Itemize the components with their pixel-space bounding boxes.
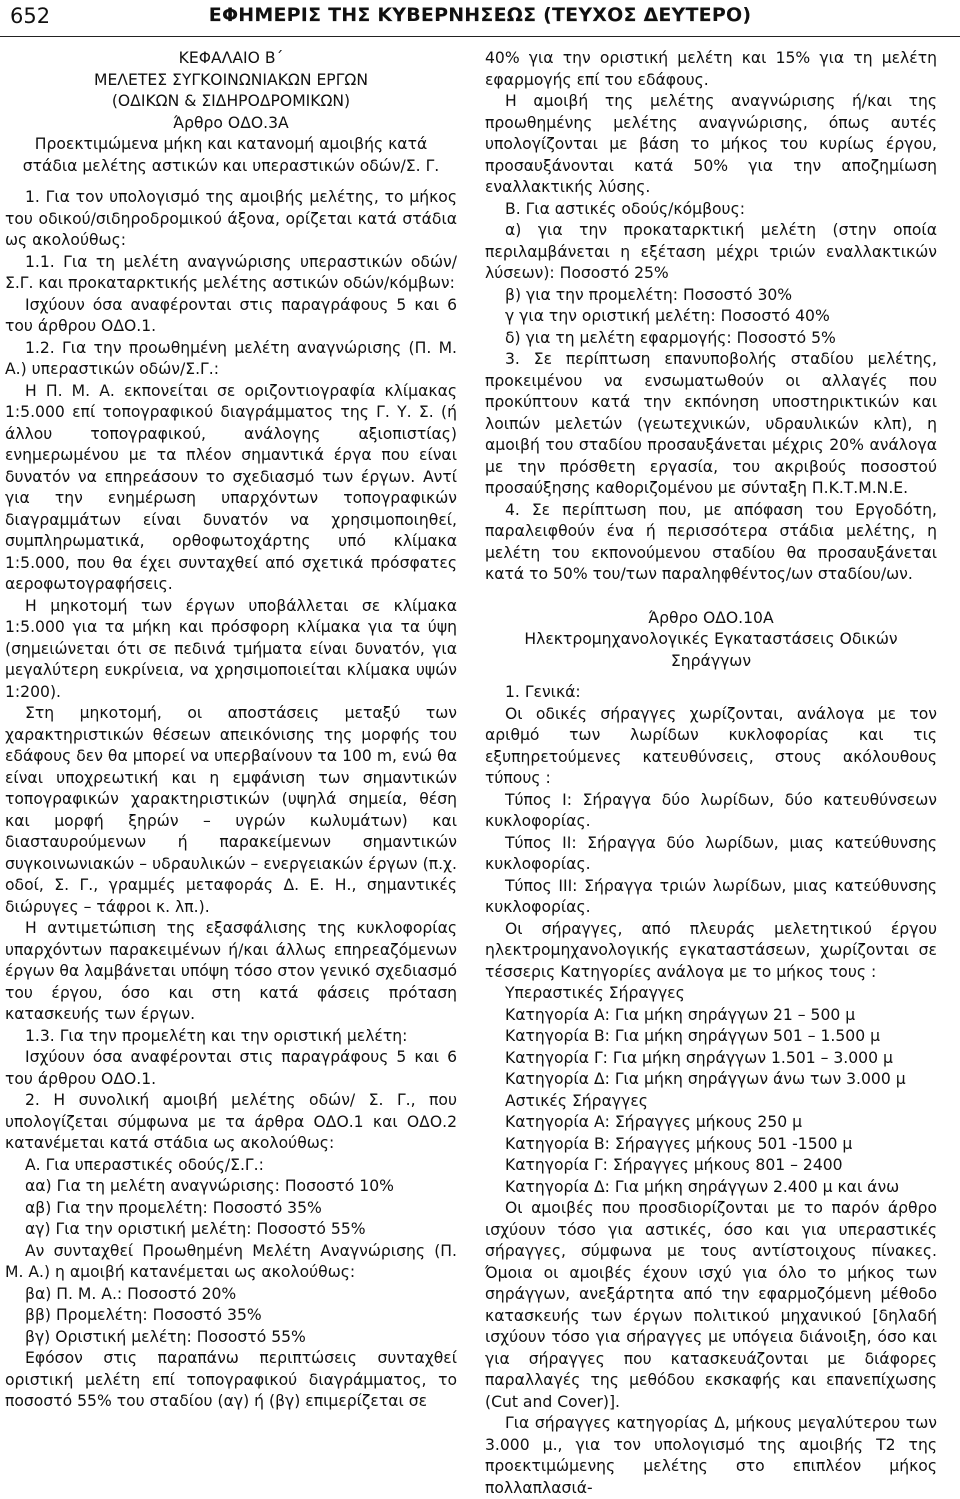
paragraph: Ισχύουν όσα αναφέρονται στις παραγράφους 5 και 6 του άρθρου ΟΔΟ.1. <box>5 295 457 335</box>
paragraph: Κατηγορία Β: Για μήκη σηράγγων 501 – 1.500 μ <box>505 1027 881 1045</box>
chapter-heading: ΚΕΦΑΛΑΙΟ Β΄ <box>178 49 284 67</box>
paragraph: Κατηγορία Α: Για μήκη σηράγγων 21 – 500 μ <box>505 1005 856 1024</box>
paragraph: Κατηγορία Γ: Σήραγγες μήκους 801 – 2400 <box>505 1156 843 1174</box>
paragraph: Αστικές Σήραγγες <box>505 1091 648 1110</box>
paragraph: Οι οδικές σήραγγες χωρίζονται, ανάλογα με τον αριθμό των λωρίδων κυκλοφορίας και τις εξυπηρετούμενες κατευθύνσεις, στους ακόλουθους τύπους : <box>485 704 937 787</box>
paragraph: Τύπος Ι: Σήραγγα δύο λωρίδων, δύο κατευθύνσεων κυκλοφορίας. <box>485 790 937 830</box>
article-heading: Άρθρο ΟΔΟ.10Α <box>648 608 774 627</box>
paragraph: Η μηκοτομή των έργων υποβάλλεται σε κλίμακα 1:5.000 για τα μήκη και πρόσφορη κλίμακα για τα ύψη (σημειώνεται ότι σε πεδινά τμήματα είναι δυνατόν, για μεγαλύτερη ευκρίνεια, να χρησιμοποιείται κλίμακα υψών 1:200). <box>5 596 457 701</box>
article-title: Ηλεκτρομηχανολογικές Εγκαταστάσεις Οδικών Σηράγγων <box>524 630 898 670</box>
paragraph: Αν συνταχθεί Προωθημένη Μελέτη Αναγνώρισης (Π. Μ. Α.) η αμοιβή κατανέμεται ως ακολούθως: <box>5 1241 457 1281</box>
paragraph: ββ) Προμελέτη: Ποσοστό 35% <box>25 1306 262 1324</box>
paragraph: Β. Για αστικές οδούς/κόμβους: <box>505 199 745 218</box>
paragraph: 1.2. Για την προωθημένη μελέτη αναγνώρισης (Π. Μ. Α.) υπεραστικών οδών/Σ.Γ.: <box>5 338 457 378</box>
chapter-subtitle: (ΟΔΙΚΩΝ & ΣΙΔΗΡΟΔΡΟΜΙΚΩΝ) <box>111 92 351 110</box>
paragraph: Οι σήραγγες, από πλευράς μελετητικού έργου ηλεκτρομηχανολογικής εγκαταστάσεων, χωρίζονται σε τέσσερις Κατηγορίες ανάλογα με το μήκος τους : <box>485 919 937 981</box>
paragraph: γ για την οριστική μελέτη: Ποσοστό 40% <box>505 307 830 325</box>
paragraph: Κατηγορία Δ: Για μήκη σηράγγων άνω των 3.000 μ <box>505 1070 906 1088</box>
left-column <box>5 48 457 1420</box>
paragraph: Υπεραστικές Σήραγγες <box>505 984 685 1002</box>
paragraph: αγ) Για την οριστική μελέτη: Ποσοστό 55% <box>25 1220 366 1238</box>
paragraph: Η αντιμετώπιση της εξασφάλισης της κυκλοφορίας υπαρχόντων παρακειμένων ή/και άλλως επηρεαζόμενων έργων θα λαμβάνεται υπόψη τόσο στον γενικό σχεδιασμό του έργου, όσο και στη κατά φάσεις πρόταση κατασκευής των έργων. <box>5 919 457 1023</box>
paragraph: β) για την προμελέτη: Ποσοστό 30% <box>505 285 793 304</box>
paragraph: Τύπος ΙΙ: Σήραγγα δύο λωρίδων, μιας κατεύθυνσης κυκλοφορίας. <box>485 833 937 873</box>
paragraph: 1. Γενικά: <box>505 683 581 701</box>
paragraph: βγ) Οριστική μελέτη: Ποσοστό 55% <box>25 1327 306 1346</box>
paragraph: 3. Σε περίπτωση επανυποβολής σταδίου μελέτης, προκειμένου να ενσωματωθούν οι αλλαγές που προκύπτουν κατά την εκπόνηση υποστηρικτικών και λοιπών μελετών (γεωτεχνικών, υδραυλικών κλπ), η αμοιβή του σταδίου προσαυξάνεται μέχρις 20% ανάλογα με την πρόσθετη εργασία, του ακριβούς ποσοστού προσαύξησης καθοριζομένου με σύνταξη Π.Κ.Τ.Μ.Ν.Ε. <box>485 350 937 497</box>
right-column <box>485 48 937 1497</box>
page-number: 652 <box>10 4 51 28</box>
paragraph: Τύπος ΙΙΙ: Σήραγγα τριών λωρίδων, μιας κατεύθυνσης κυκλοφορίας. <box>485 876 937 916</box>
article-heading: Άρθρο ΟΔΟ.3Α <box>173 113 289 132</box>
paragraph: δ) για τη μελέτη εφαρμογής: Ποσοστό 5% <box>505 328 836 347</box>
paragraph: Κατηγορία Γ: Για μήκη σηράγγων 1.501 – 3.000 μ <box>505 1048 893 1067</box>
paragraph: Α. Για υπεραστικές οδούς/Σ.Γ.: <box>25 1155 264 1174</box>
page-header <box>0 0 960 37</box>
article-title: Προεκτιμώμενα μήκη και κατανομή αμοιβής κατά στάδια μελέτης αστικών και υπεραστικών οδών/Σ. Γ. <box>22 135 440 175</box>
gazette-title: ΕΦΗΜΕΡΙΣ ΤΗΣ ΚΥΒΕΡΝΗΣΕΩΣ (ΤΕΥΧΟΣ ΔΕΥΤΕΡΟ) <box>208 4 752 26</box>
paragraph: Εφόσον στις παραπάνω περιπτώσεις συνταχθεί οριστική μελέτη επί τοπογραφικού διαγράμματος, το ποσοστό 55% του σταδίου (αγ) ή (βγ) επιμερίζεται σε <box>5 1349 457 1410</box>
paragraph: 1. Για τον υπολογισμό της αμοιβής μελέτης, το μήκος του οδικού/σιδηροδρομικού άξονα, ορίζεται κατά στάδια ως ακολούθως: <box>5 188 457 249</box>
paragraph: 4. Σε περίπτωση που, με απόφαση του Εργοδότη, παραλειφθούν ένα ή περισσότερα στάδια μελέτης, η μελέτη του εκπονούμενου σταδίου θα προσαυξάνεται κατά το 50% του/των παραληφθέντος/ων σταδίου/ων. <box>485 500 937 583</box>
paragraph: 2. Η συνολική αμοιβή μελέτης οδών/ Σ. Γ., που υπολογίζεται σύμφωνα με τα άρθρα ΟΔΟ.1 και ΟΔΟ.2 κατανέμεται κατά στάδια ως ακολούθως: <box>5 1091 457 1152</box>
paragraph: 1.3. Για την προμελέτη και την οριστική μελέτη: <box>25 1026 408 1045</box>
paragraph: Στη μηκοτομή, οι αποστάσεις μεταξύ των χαρακτηριστικών θέσεων απεικόνισης της μορφής του εδάφους δεν θα μπορεί να υπερβαίνουν τα 100 m, ενώ θα είναι υποχρεωτική και η εμφάνιση των σημαντικών τοπογραφικών χαρακτηριστικών (υψηλά σημεία, θέση και μορφή ξηρών – υγρών κωλυμάτων) και διασταυρούμενων ή παρακείμενων σημαντικών συγκοινωνιακών – υδραυλικών – ενεργειακών έργων (π.χ. οδοί, Σ. Γ., γραμμές μεταφοράς Δ. Ε. Η., σημαντικές διώρυγες – τάφροι κ. λπ.). <box>5 704 457 916</box>
paragraph: 1.1. Για τη μελέτη αναγνώρισης υπεραστικών οδών/Σ.Γ. και προκαταρκτικής μελέτης αστικών οδών/κόμβων: <box>5 252 457 292</box>
paragraph: Κατηγορία Β: Σήραγγες μήκους 501 -1500 μ <box>505 1134 853 1153</box>
paragraph: αα) Για τη μελέτη αναγνώρισης: Ποσοστό 10% <box>25 1177 394 1195</box>
paragraph: Η Π. Μ. Α. εκπονείται σε οριζοντιογραφία κλίμακας 1:5.000 επί τοπογραφικού διαγράμματος της Γ. Υ. Σ. (ή άλλου τοπογραφικού, ανάλογης αξιοπιστίας) ενημερωμένου με τα πλέον σημαντικά έργα που είναι δυνατόν να επηρεάσουν το σχεδιασμό των έργων. Αντί για την ενημέρωση υπαρχόντων τοπογραφικών διαγραμμάτων είναι δυνατόν να χρησιμοποιηθεί, συμπληρωματικά, ορθοφωτοχάρτης υπό κλίμακα 1:5.000, που θα έχει συνταχθεί από σχετικά πρόσφατες αεροφωτογραφήσεις. <box>5 381 457 593</box>
paragraph: α) για την προκαταρκτική μελέτη (στην οποία περιλαμβάνεται η εξέταση μέχρι τριών εναλλακτικών λύσεων): Ποσοστό 25% <box>485 221 937 282</box>
chapter-title: ΜΕΛΕΤΕΣ ΣΥΓΚΟΙΝΩΝΙΑΚΩΝ ΕΡΓΩΝ <box>94 70 368 89</box>
paragraph: Οι αμοιβές που προσδιορίζονται με το παρόν άρθρο ισχύουν τόσο για αστικές, όσο και για υπεραστικές σήραγγες, σύμφωνα με τους αντίστοιχους πίνακες. Όμοια οι αμοιβές έχουν ισχύ για όλο το μήκος των σηράγγων, ανεξάρτητα από την εφαρμοζόμενη μέθοδο κατασκευής των έργων πολιτικού μηχανικού [δηλαδή ισχύουν τόσο για σήραγγες με υπόγεια διάνοιξη, όσο και για σήραγγες που κατασκευάζονται με διάφορες παραλλαγές της μεθόδου εκσκαφής και επανεπίχωσης (Cut and Cover)]. <box>485 1199 937 1411</box>
paragraph: Για σήραγγες κατηγορίας Δ, μήκους μεγαλύτερου των 3.000 μ., για τον υπολογισμό της αμοιβής Τ2 της προεκτιμώμενης μελέτης στο επιπλέον μήκος πολλαπλασιά- <box>485 1414 937 1497</box>
paragraph: βα) Π. Μ. Α.: Ποσοστό 20% <box>25 1284 237 1303</box>
paragraph: αβ) Για την προμελέτη: Ποσοστό 35% <box>25 1198 322 1217</box>
paragraph: Η αμοιβή της μελέτης αναγνώρισης ή/και της προωθημένης μελέτης αναγνώρισης, όπως αυτές υπολογίζονται με βάση το μήκος του κυρίως έργου, προσαυξάνονται κατά 50% για την αποζημίωση εναλλακτικής λύσης. <box>485 92 937 196</box>
paragraph: Ισχύουν όσα αναφέρονται στις παραγράφους 5 και 6 του άρθρου ΟΔΟ.1. <box>5 1048 457 1088</box>
paragraph: 40% για την οριστική μελέτη και 15% για τη μελέτη εφαρμογής επί του εδάφους. <box>485 49 937 89</box>
paragraph: Κατηγορία Α: Σήραγγες μήκους 250 μ <box>505 1113 803 1131</box>
paragraph: Κατηγορία Δ: Για μήκη σηράγγων 2.400 μ και άνω <box>505 1177 900 1196</box>
